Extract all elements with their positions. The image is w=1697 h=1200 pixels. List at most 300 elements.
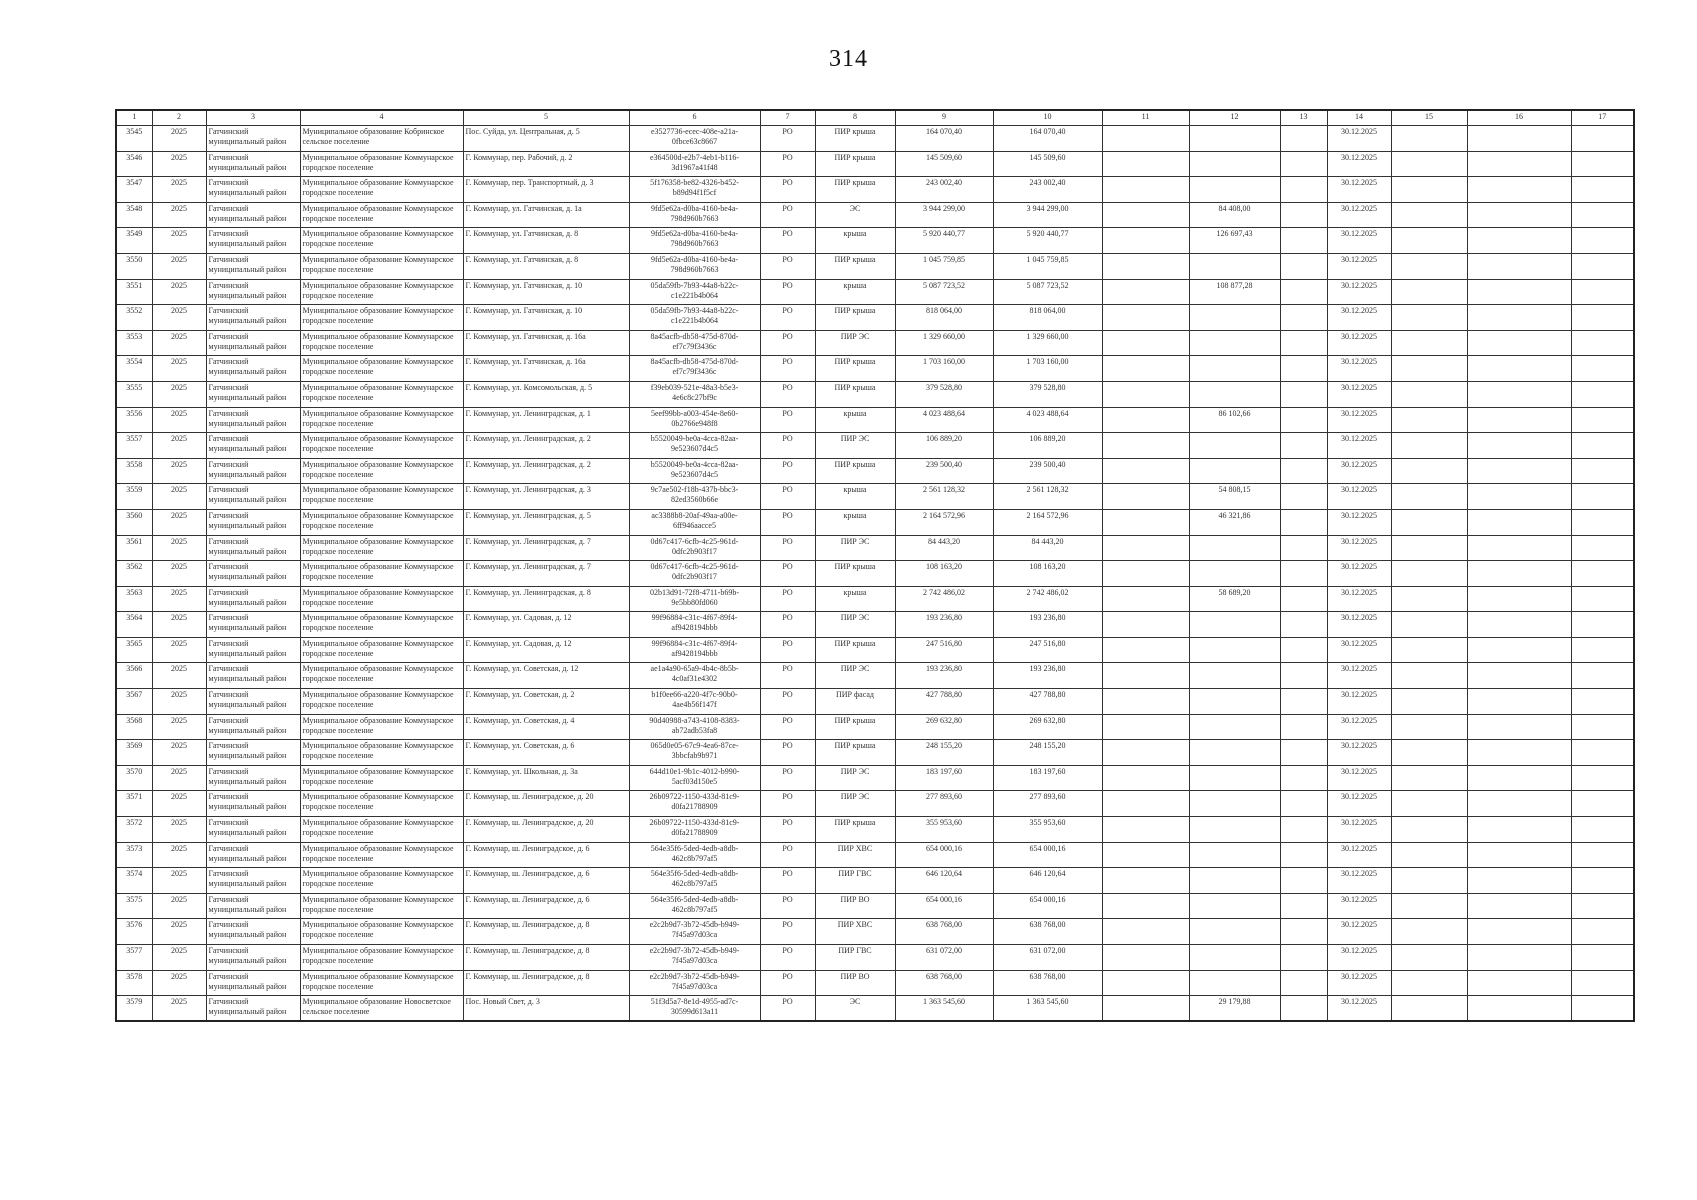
cell-type: РО <box>760 381 815 407</box>
cell-col-15 <box>1391 612 1467 638</box>
cell-guid: 8a45acfb-db58-475d-870d-ef7c79f3436c <box>629 330 760 356</box>
cell-col-12 <box>1189 970 1280 996</box>
cell-municipality: Муниципальное образование Коммунарское городское поселение <box>300 740 463 766</box>
cell-col-11 <box>1102 586 1189 612</box>
table-row <box>116 663 1634 689</box>
cell-district: Гатчинский муниципальный район <box>206 484 300 510</box>
cell-address: Г. Коммунар, ул. Гатчинская, д. 16а <box>463 330 629 356</box>
cell-col-11 <box>1102 356 1189 382</box>
cell-type: РО <box>760 637 815 663</box>
cell-col-12: 108 877,28 <box>1189 279 1280 305</box>
cell-year: 2025 <box>152 177 206 203</box>
cell-district: Гатчинский муниципальный район <box>206 689 300 715</box>
cell-col-13 <box>1280 919 1327 945</box>
cell-municipality: Муниципальное образование Коммунарское городское поселение <box>300 945 463 971</box>
cell-deadline: 30.12.2025 <box>1327 842 1391 868</box>
cell-deadline: 30.12.2025 <box>1327 689 1391 715</box>
cell-guid: f39eb039-521e-48a3-b5e3-4e6c8c27bf9c <box>629 381 760 407</box>
column-number-header: 3 <box>206 110 300 126</box>
cell-col-13 <box>1280 484 1327 510</box>
cell-col-12 <box>1189 919 1280 945</box>
cell-municipality: Муниципальное образование Кобринское сельское поселение <box>300 126 463 152</box>
cell-col-11 <box>1102 126 1189 152</box>
cell-year: 2025 <box>152 996 206 1022</box>
cell-address: Г. Коммунар, ул. Ленинградская, д. 8 <box>463 586 629 612</box>
cell-cost: 2 742 486,02 <box>895 586 993 612</box>
cell-row-number: 3547 <box>116 177 152 203</box>
cell-district: Гатчинский муниципальный район <box>206 330 300 356</box>
table-header <box>116 110 1634 126</box>
cell-type: РО <box>760 612 815 638</box>
cell-cost-total: 638 768,00 <box>993 970 1102 996</box>
cell-year: 2025 <box>152 484 206 510</box>
cell-col-12: 84 408,00 <box>1189 202 1280 228</box>
cell-col-11 <box>1102 279 1189 305</box>
table-row <box>116 381 1634 407</box>
cell-col-16 <box>1467 791 1571 817</box>
cell-address: Г. Коммунар, ул. Комсомольская, д. 5 <box>463 381 629 407</box>
cell-district: Гатчинский муниципальный район <box>206 765 300 791</box>
cell-address: Г. Коммунар, ул. Ленинградская, д. 5 <box>463 509 629 535</box>
cell-col-11 <box>1102 202 1189 228</box>
cell-address: Г. Коммунар, ш. Ленинградское, д. 8 <box>463 945 629 971</box>
cell-year: 2025 <box>152 714 206 740</box>
cell-municipality: Муниципальное образование Коммунарское городское поселение <box>300 509 463 535</box>
cell-row-number: 3551 <box>116 279 152 305</box>
table-row <box>116 330 1634 356</box>
cell-row-number: 3567 <box>116 689 152 715</box>
cell-cost-total: 248 155,20 <box>993 740 1102 766</box>
cell-deadline: 30.12.2025 <box>1327 740 1391 766</box>
cell-col-12 <box>1189 945 1280 971</box>
table-row <box>116 126 1634 152</box>
cell-row-number: 3554 <box>116 356 152 382</box>
cell-type: РО <box>760 484 815 510</box>
cell-work-type: ПИР крыша <box>815 637 895 663</box>
cell-col-15 <box>1391 919 1467 945</box>
cell-district: Гатчинский муниципальный район <box>206 305 300 331</box>
cell-col-16 <box>1467 612 1571 638</box>
cell-row-number: 3570 <box>116 765 152 791</box>
cell-type: РО <box>760 356 815 382</box>
cell-municipality: Муниципальное образование Коммунарское городское поселение <box>300 228 463 254</box>
cell-guid: 51f3d5a7-8e1d-4955-ad7c-30599d613a11 <box>629 996 760 1022</box>
cell-col-13 <box>1280 151 1327 177</box>
cell-col-13 <box>1280 561 1327 587</box>
cell-year: 2025 <box>152 151 206 177</box>
cell-address: Г. Коммунар, ул. Садовая, д. 12 <box>463 612 629 638</box>
cell-col-15 <box>1391 996 1467 1022</box>
cell-type: РО <box>760 330 815 356</box>
cell-col-17 <box>1571 663 1634 689</box>
cell-col-17 <box>1571 714 1634 740</box>
cell-cost-total: 1 703 160,00 <box>993 356 1102 382</box>
cell-type: РО <box>760 458 815 484</box>
cell-col-11 <box>1102 791 1189 817</box>
cell-col-12 <box>1189 253 1280 279</box>
cell-col-17 <box>1571 970 1634 996</box>
cell-col-13 <box>1280 253 1327 279</box>
cell-row-number: 3577 <box>116 945 152 971</box>
cell-address: Г. Коммунар, ул. Советская, д. 2 <box>463 689 629 715</box>
cell-col-12: 54 808,15 <box>1189 484 1280 510</box>
table-row <box>116 509 1634 535</box>
cell-col-12 <box>1189 561 1280 587</box>
cell-col-17 <box>1571 151 1634 177</box>
cell-cost-total: 1 329 660,00 <box>993 330 1102 356</box>
cell-col-15 <box>1391 970 1467 996</box>
cell-cost-total: 269 632,80 <box>993 714 1102 740</box>
cell-guid: 5f176358-be82-4326-b452-b89d94f1f5cf <box>629 177 760 203</box>
cell-address: Г. Коммунар, ул. Гатчинская, д. 16а <box>463 356 629 382</box>
cell-cost: 1 329 660,00 <box>895 330 993 356</box>
cell-district: Гатчинский муниципальный район <box>206 612 300 638</box>
cell-municipality: Муниципальное образование Коммунарское городское поселение <box>300 458 463 484</box>
cell-district: Гатчинский муниципальный район <box>206 586 300 612</box>
cell-col-16 <box>1467 765 1571 791</box>
cell-col-13 <box>1280 381 1327 407</box>
cell-address: Г. Коммунар, ш. Ленинградское, д. 20 <box>463 817 629 843</box>
cell-district: Гатчинский муниципальный район <box>206 228 300 254</box>
cell-col-15 <box>1391 202 1467 228</box>
cell-address: Г. Коммунар, ш. Ленинградское, д. 20 <box>463 791 629 817</box>
cell-guid: 5eef99bb-a003-454e-8e60-0b2766e948f8 <box>629 407 760 433</box>
table-row <box>116 586 1634 612</box>
cell-row-number: 3578 <box>116 970 152 996</box>
column-number-header: 7 <box>760 110 815 126</box>
cell-deadline: 30.12.2025 <box>1327 586 1391 612</box>
cell-year: 2025 <box>152 356 206 382</box>
cell-deadline: 30.12.2025 <box>1327 893 1391 919</box>
cell-col-13 <box>1280 228 1327 254</box>
cell-col-16 <box>1467 561 1571 587</box>
cell-deadline: 30.12.2025 <box>1327 484 1391 510</box>
cell-guid: ae1a4a90-65a9-4b4c-8b5b-4c0af31e4302 <box>629 663 760 689</box>
cell-year: 2025 <box>152 919 206 945</box>
column-number-header: 11 <box>1102 110 1189 126</box>
column-number-header: 4 <box>300 110 463 126</box>
cell-guid: 05da59fb-7b93-44a8-b22c-c1e221b4b064 <box>629 279 760 305</box>
cell-district: Гатчинский муниципальный район <box>206 919 300 945</box>
cell-year: 2025 <box>152 970 206 996</box>
cell-district: Гатчинский муниципальный район <box>206 458 300 484</box>
cell-col-15 <box>1391 126 1467 152</box>
cell-year: 2025 <box>152 663 206 689</box>
cell-year: 2025 <box>152 509 206 535</box>
cell-col-12: 29 179,88 <box>1189 996 1280 1022</box>
cell-district: Гатчинский муниципальный район <box>206 381 300 407</box>
cell-deadline: 30.12.2025 <box>1327 228 1391 254</box>
cell-address: Г. Коммунар, пер. Транспортный, д. 3 <box>463 177 629 203</box>
cell-col-16 <box>1467 868 1571 894</box>
cell-col-12 <box>1189 765 1280 791</box>
cell-cost-total: 654 000,16 <box>993 893 1102 919</box>
cell-year: 2025 <box>152 817 206 843</box>
cell-type: РО <box>760 765 815 791</box>
cell-col-15 <box>1391 177 1467 203</box>
cell-col-16 <box>1467 202 1571 228</box>
cell-deadline: 30.12.2025 <box>1327 663 1391 689</box>
cell-cost: 654 000,16 <box>895 893 993 919</box>
table-row <box>116 535 1634 561</box>
cell-col-11 <box>1102 842 1189 868</box>
column-number-header: 2 <box>152 110 206 126</box>
cell-cost-total: 5 920 440,77 <box>993 228 1102 254</box>
cell-col-15 <box>1391 407 1467 433</box>
cell-col-11 <box>1102 817 1189 843</box>
table-row <box>116 791 1634 817</box>
cell-col-13 <box>1280 407 1327 433</box>
cell-row-number: 3559 <box>116 484 152 510</box>
table-row <box>116 458 1634 484</box>
cell-type: РО <box>760 177 815 203</box>
cell-col-13 <box>1280 330 1327 356</box>
cell-col-17 <box>1571 509 1634 535</box>
cell-col-17 <box>1571 868 1634 894</box>
cell-deadline: 30.12.2025 <box>1327 151 1391 177</box>
table-row <box>116 714 1634 740</box>
cell-work-type: ПИР крыша <box>815 151 895 177</box>
cell-col-16 <box>1467 177 1571 203</box>
cell-row-number: 3572 <box>116 817 152 843</box>
cell-col-16 <box>1467 893 1571 919</box>
cell-address: Г. Коммунар, ш. Ленинградское, д. 6 <box>463 893 629 919</box>
cell-cost: 4 023 488,64 <box>895 407 993 433</box>
cell-address: Г. Коммунар, ул. Садовая, д. 12 <box>463 637 629 663</box>
cell-col-16 <box>1467 228 1571 254</box>
cell-col-17 <box>1571 612 1634 638</box>
cell-municipality: Муниципальное образование Коммунарское городское поселение <box>300 484 463 510</box>
cell-col-13 <box>1280 817 1327 843</box>
cell-year: 2025 <box>152 228 206 254</box>
cell-deadline: 30.12.2025 <box>1327 381 1391 407</box>
cell-col-13 <box>1280 279 1327 305</box>
cell-district: Гатчинский муниципальный район <box>206 356 300 382</box>
cell-col-16 <box>1467 637 1571 663</box>
cell-col-13 <box>1280 586 1327 612</box>
cell-guid: 564e35f6-5ded-4edb-a8db-462c8b797af5 <box>629 868 760 894</box>
cell-district: Гатчинский муниципальный район <box>206 740 300 766</box>
cell-work-type: ПИР ГВС <box>815 945 895 971</box>
cell-col-16 <box>1467 996 1571 1022</box>
cell-year: 2025 <box>152 740 206 766</box>
cell-cost-total: 638 768,00 <box>993 919 1102 945</box>
cell-address: Г. Коммунар, ш. Ленинградское, д. 8 <box>463 919 629 945</box>
cell-district: Гатчинский муниципальный район <box>206 407 300 433</box>
cell-municipality: Муниципальное образование Коммунарское городское поселение <box>300 663 463 689</box>
cell-col-17 <box>1571 305 1634 331</box>
cell-municipality: Муниципальное образование Коммунарское городское поселение <box>300 842 463 868</box>
cell-district: Гатчинский муниципальный район <box>206 791 300 817</box>
table-row <box>116 177 1634 203</box>
cell-deadline: 30.12.2025 <box>1327 356 1391 382</box>
cell-col-15 <box>1391 561 1467 587</box>
cell-district: Гатчинский муниципальный район <box>206 535 300 561</box>
cell-col-17 <box>1571 535 1634 561</box>
cell-year: 2025 <box>152 842 206 868</box>
column-number-header: 8 <box>815 110 895 126</box>
table-row <box>116 919 1634 945</box>
cell-cost: 2 164 572,96 <box>895 509 993 535</box>
cell-type: РО <box>760 868 815 894</box>
cell-guid: e2c2b9d7-3b72-45db-b949-7f45a97d03ca <box>629 919 760 945</box>
table-row <box>116 868 1634 894</box>
cell-type: РО <box>760 202 815 228</box>
cell-col-12 <box>1189 458 1280 484</box>
cell-row-number: 3556 <box>116 407 152 433</box>
cell-deadline: 30.12.2025 <box>1327 177 1391 203</box>
cell-col-15 <box>1391 356 1467 382</box>
cell-deadline: 30.12.2025 <box>1327 561 1391 587</box>
cell-col-16 <box>1467 381 1571 407</box>
cell-col-17 <box>1571 433 1634 459</box>
cell-deadline: 30.12.2025 <box>1327 919 1391 945</box>
cell-work-type: ПИР крыша <box>815 305 895 331</box>
cell-municipality: Муниципальное образование Коммунарское городское поселение <box>300 202 463 228</box>
cell-row-number: 3557 <box>116 433 152 459</box>
cell-cost: 1 363 545,60 <box>895 996 993 1022</box>
cell-guid: ac3388b8-20af-49aa-a00e-6ff946aacce5 <box>629 509 760 535</box>
cell-type: РО <box>760 433 815 459</box>
cell-col-15 <box>1391 842 1467 868</box>
cell-col-11 <box>1102 535 1189 561</box>
table-row <box>116 228 1634 254</box>
cell-col-11 <box>1102 561 1189 587</box>
cell-district: Гатчинский муниципальный район <box>206 126 300 152</box>
cell-col-17 <box>1571 765 1634 791</box>
cell-col-13 <box>1280 535 1327 561</box>
cell-municipality: Муниципальное образование Коммунарское городское поселение <box>300 714 463 740</box>
cell-col-17 <box>1571 458 1634 484</box>
cell-col-12: 126 697,43 <box>1189 228 1280 254</box>
cell-cost-total: 183 197,60 <box>993 765 1102 791</box>
cell-col-11 <box>1102 381 1189 407</box>
column-number-header: 16 <box>1467 110 1571 126</box>
cell-col-12 <box>1189 842 1280 868</box>
cell-col-13 <box>1280 612 1327 638</box>
cell-row-number: 3563 <box>116 586 152 612</box>
cell-row-number: 3550 <box>116 253 152 279</box>
table-row <box>116 945 1634 971</box>
cell-col-16 <box>1467 817 1571 843</box>
cell-work-type: крыша <box>815 228 895 254</box>
cell-year: 2025 <box>152 202 206 228</box>
cell-col-15 <box>1391 381 1467 407</box>
cell-year: 2025 <box>152 126 206 152</box>
cell-work-type: ЭС <box>815 202 895 228</box>
cell-cost: 106 889,20 <box>895 433 993 459</box>
cell-guid: e2c2b9d7-3b72-45db-b949-7f45a97d03ca <box>629 970 760 996</box>
cell-work-type: крыша <box>815 407 895 433</box>
cell-type: РО <box>760 305 815 331</box>
cell-address: Г. Коммунар, ш. Ленинградское, д. 6 <box>463 868 629 894</box>
cell-address: Г. Коммунар, ул. Гатчинская, д. 10 <box>463 279 629 305</box>
cell-guid: 065d0e05-67c9-4ea6-87ce-3bbcfab9b971 <box>629 740 760 766</box>
cell-guid: 90d40988-a743-4108-8383-ab72adb53fa8 <box>629 714 760 740</box>
cell-municipality: Муниципальное образование Коммунарское городское поселение <box>300 253 463 279</box>
cell-col-16 <box>1467 126 1571 152</box>
cell-municipality: Муниципальное образование Коммунарское городское поселение <box>300 407 463 433</box>
cell-work-type: ПИР крыша <box>815 126 895 152</box>
cell-col-16 <box>1467 842 1571 868</box>
cell-cost: 277 893,60 <box>895 791 993 817</box>
cell-municipality: Муниципальное образование Коммунарское городское поселение <box>300 151 463 177</box>
cell-col-17 <box>1571 330 1634 356</box>
cell-guid: b5520049-be0a-4cca-82aa-9e523607d4c5 <box>629 433 760 459</box>
cell-col-12 <box>1189 151 1280 177</box>
cell-deadline: 30.12.2025 <box>1327 612 1391 638</box>
cell-type: РО <box>760 663 815 689</box>
cell-cost: 379 528,80 <box>895 381 993 407</box>
cell-col-17 <box>1571 381 1634 407</box>
cell-guid: 564e35f6-5ded-4edb-a8db-462c8b797af5 <box>629 893 760 919</box>
cell-col-12 <box>1189 381 1280 407</box>
cell-year: 2025 <box>152 868 206 894</box>
cell-row-number: 3553 <box>116 330 152 356</box>
cell-col-15 <box>1391 305 1467 331</box>
table-row <box>116 407 1634 433</box>
cell-district: Гатчинский муниципальный район <box>206 279 300 305</box>
cell-col-15 <box>1391 893 1467 919</box>
cell-work-type: ПИР крыша <box>815 253 895 279</box>
table-row <box>116 893 1634 919</box>
cell-col-17 <box>1571 253 1634 279</box>
cell-col-17 <box>1571 279 1634 305</box>
cell-cost: 1 045 759,85 <box>895 253 993 279</box>
cell-deadline: 30.12.2025 <box>1327 791 1391 817</box>
cell-year: 2025 <box>152 305 206 331</box>
cell-col-11 <box>1102 484 1189 510</box>
cell-col-12: 86 102,66 <box>1189 407 1280 433</box>
cell-col-13 <box>1280 945 1327 971</box>
cell-col-17 <box>1571 228 1634 254</box>
cell-address: Г. Коммунар, ул. Гатчинская, д. 10 <box>463 305 629 331</box>
cell-municipality: Муниципальное образование Коммунарское городское поселение <box>300 765 463 791</box>
cell-deadline: 30.12.2025 <box>1327 253 1391 279</box>
cell-work-type: ПИР фасад <box>815 689 895 715</box>
cell-cost: 193 236,80 <box>895 663 993 689</box>
cell-address: Г. Коммунар, ул. Советская, д. 6 <box>463 740 629 766</box>
cell-district: Гатчинский муниципальный район <box>206 945 300 971</box>
table-row <box>116 842 1634 868</box>
cell-cost-total: 427 788,80 <box>993 689 1102 715</box>
cell-work-type: ПИР крыша <box>815 458 895 484</box>
cell-cost-total: 2 742 486,02 <box>993 586 1102 612</box>
cell-district: Гатчинский муниципальный район <box>206 177 300 203</box>
cell-col-12 <box>1189 356 1280 382</box>
cell-type: РО <box>760 791 815 817</box>
cell-municipality: Муниципальное образование Коммунарское городское поселение <box>300 612 463 638</box>
cell-address: Г. Коммунар, пер. Рабочий, д. 2 <box>463 151 629 177</box>
cell-row-number: 3558 <box>116 458 152 484</box>
cell-col-15 <box>1391 151 1467 177</box>
cell-cost: 164 070,40 <box>895 126 993 152</box>
cell-cost: 108 163,20 <box>895 561 993 587</box>
cell-year: 2025 <box>152 637 206 663</box>
cell-deadline: 30.12.2025 <box>1327 996 1391 1022</box>
cell-row-number: 3564 <box>116 612 152 638</box>
cell-col-17 <box>1571 919 1634 945</box>
cell-row-number: 3546 <box>116 151 152 177</box>
cell-work-type: ПИР ЭС <box>815 663 895 689</box>
cell-cost: 646 120,64 <box>895 868 993 894</box>
cell-municipality: Муниципальное образование Коммунарское городское поселение <box>300 330 463 356</box>
cell-row-number: 3552 <box>116 305 152 331</box>
cell-deadline: 30.12.2025 <box>1327 458 1391 484</box>
cell-deadline: 30.12.2025 <box>1327 945 1391 971</box>
table-row <box>116 689 1634 715</box>
cell-row-number: 3545 <box>116 126 152 152</box>
